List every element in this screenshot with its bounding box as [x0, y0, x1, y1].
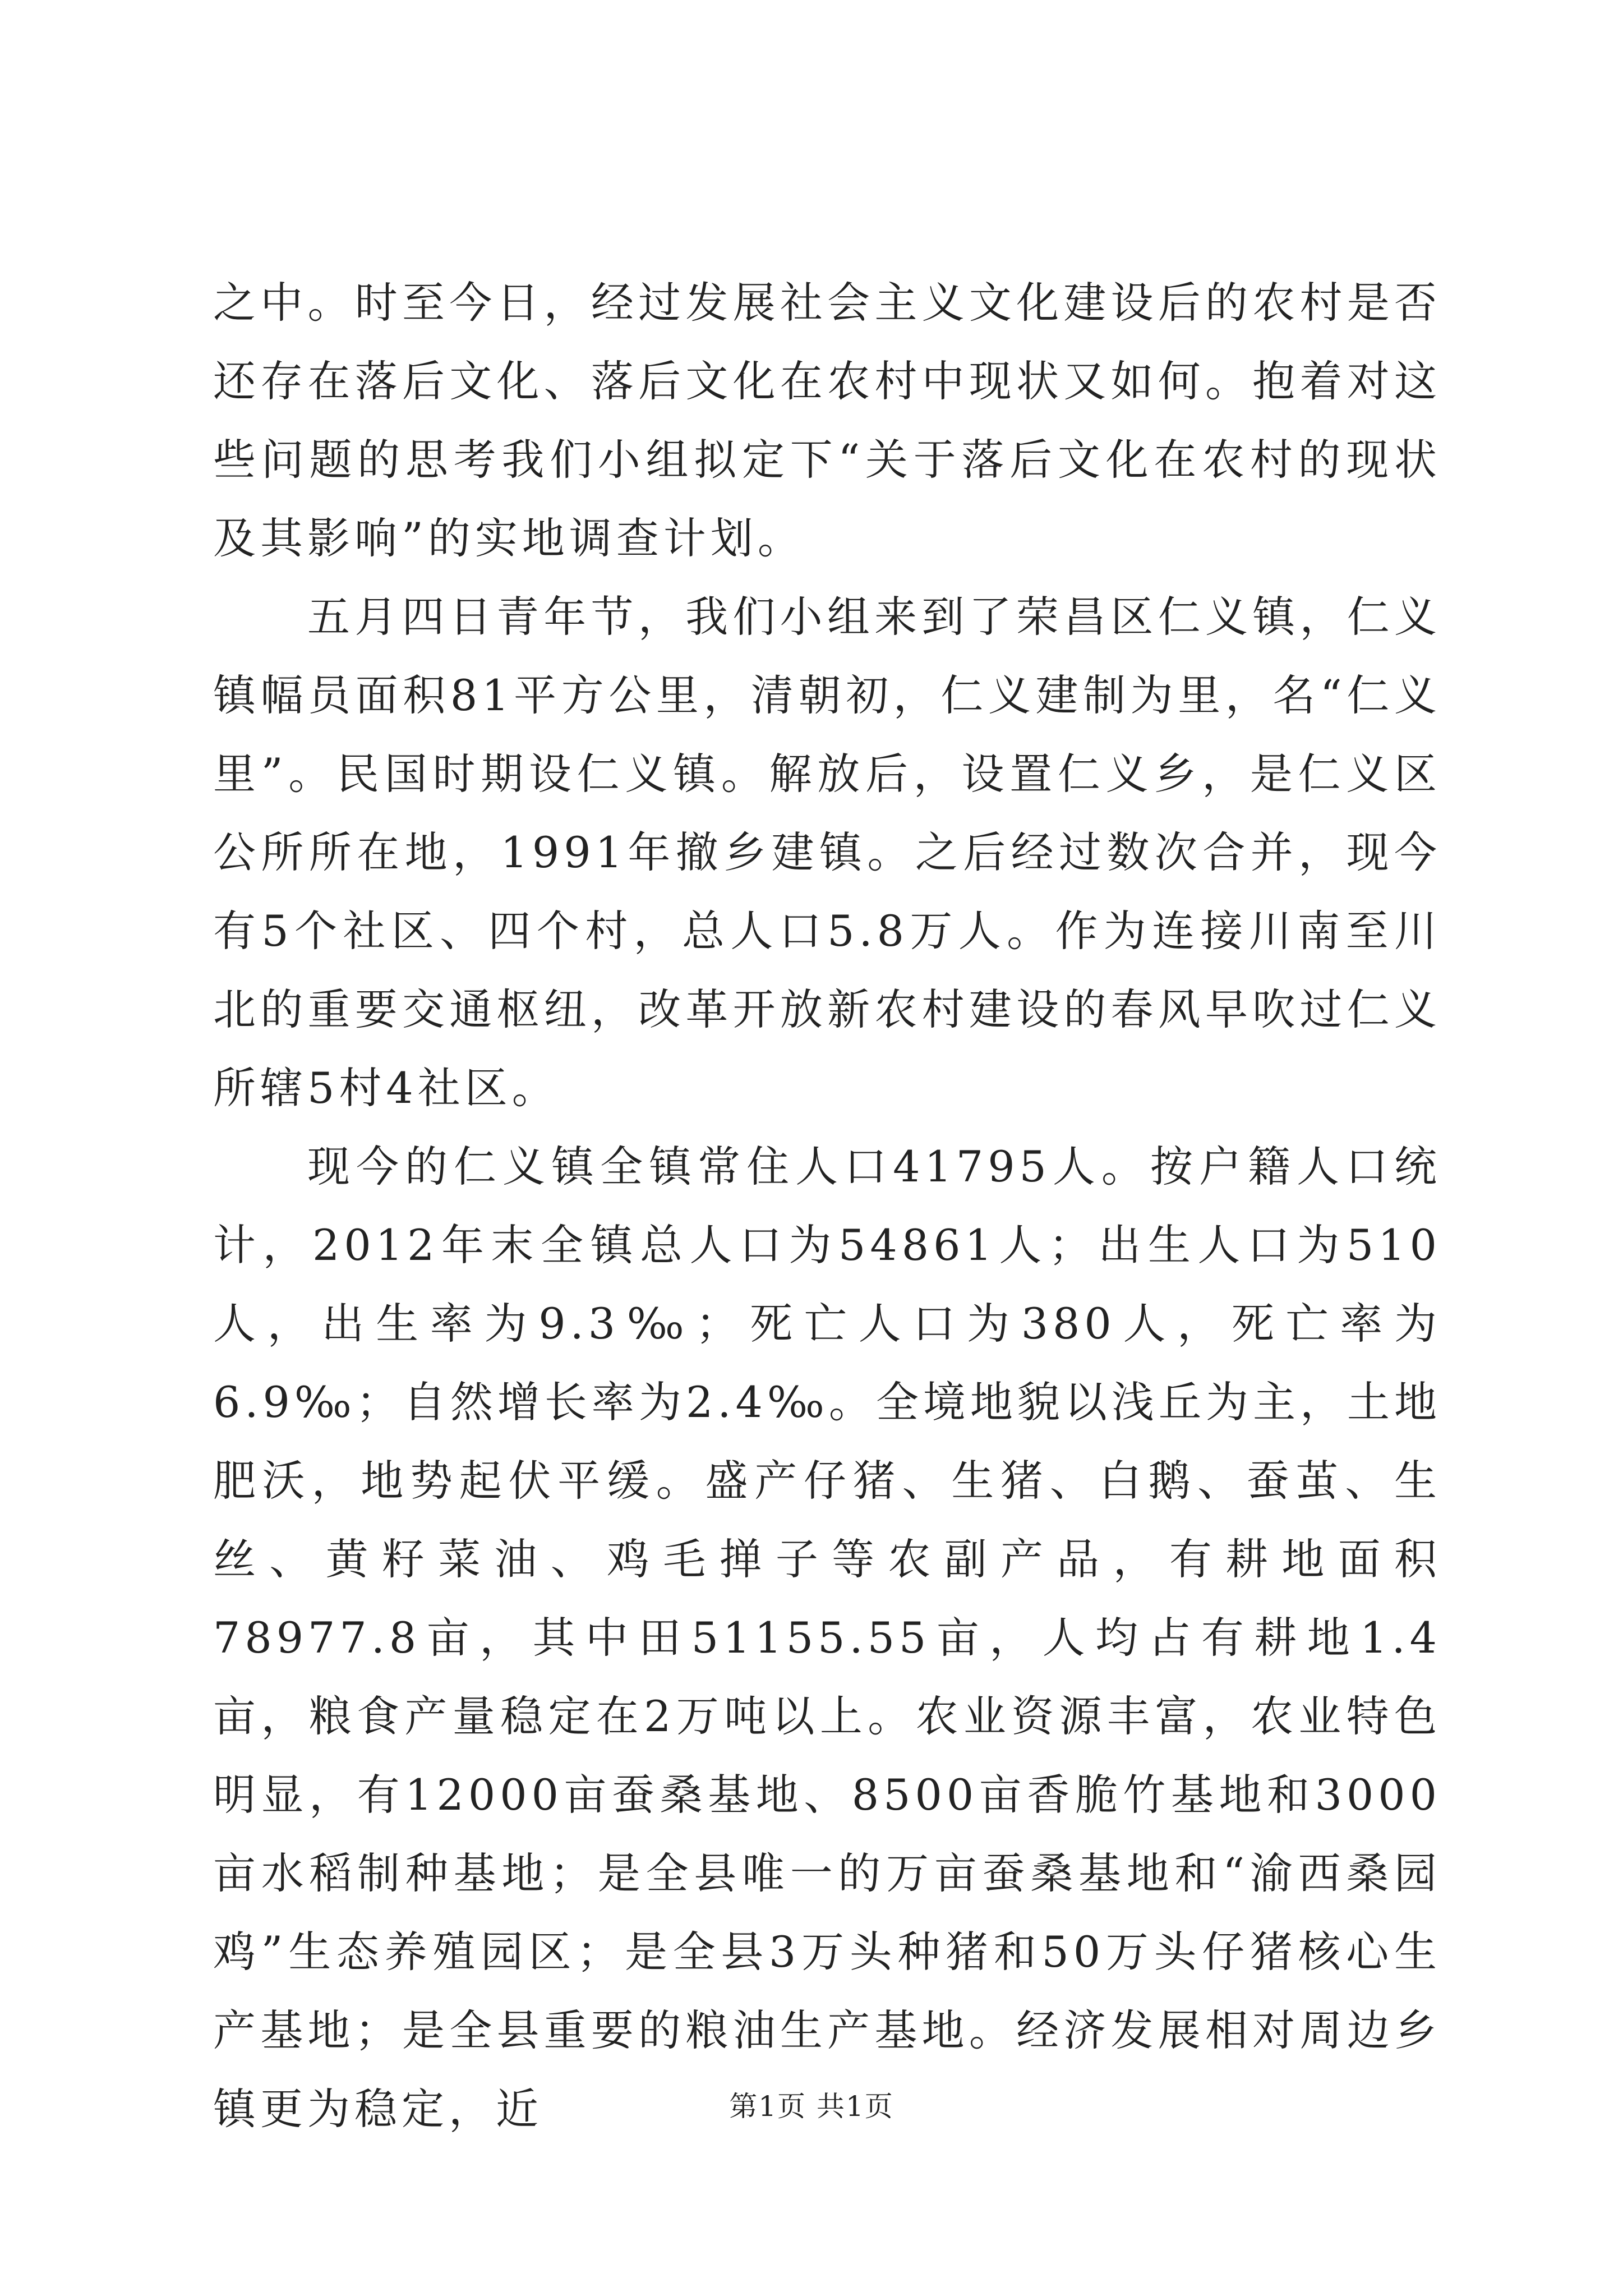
- paragraph-2: 五月四日青年节，我们小组来到了荣昌区仁义镇，仁义镇幅员面积81平方公里，清朝初，仁义建制为里，名“仁义里”。民国时期设仁义镇。解放后，设置仁义乡，是仁义区公所所在地，1991年撤乡建镇。之后经过数次合并，现今有5个社区、四个村，总人口5.8万人。作为连接川南至川北的重要交通枢纽，改革开放新农村建设的春风早吹过仁义所辖5村4社区。: [213, 592, 1441, 1113]
- page-footer: 第1页 共1页: [729, 2090, 894, 2123]
- paragraph-1: 之中。时至今日，经过发展社会主义文化建设后的农村是否还存在落后文化、落后文化在农村中现状又如何。抱着对这些问题的思考我们小组拟定下“关于落后文化在农村的现状及其影响”的实地调查计划。: [213, 278, 1441, 563]
- paragraph-3: 现今的仁义镇全镇常住人口41795人。按户籍人口统计，2012年末全镇总人口为54861人；出生人口为510人，出生率为9.3‰；死亡人口为380人，死亡率为6.9‰；自然增长率为2.4‰。全境地貌以浅丘为主，土地肥沃，地势起伏平缓。盛产仔猪、生猪、白鹅、蚕茧、生丝、黄籽菜油、鸡毛掸子等农副产品，有耕地面积78977.8亩，其中田51155.55亩，人均占有耕地1.4亩，粮食产量稳定在2万吨以上。农业资源丰富，农业特色明显，有12000亩蚕桑基地、8500亩香脆竹基地和3000亩水稻制种基地；是全县唯一的万亩蚕桑基地和“渝西桑园鸡”生态养殖园区；是全县3万头种猪和50万头仔猪核心生产基地；是全县重要的粮油生产基地。经济发展相对周边乡镇更为稳定，近: [213, 1142, 1441, 2134]
- document-body: [213, 264, 1441, 2148]
